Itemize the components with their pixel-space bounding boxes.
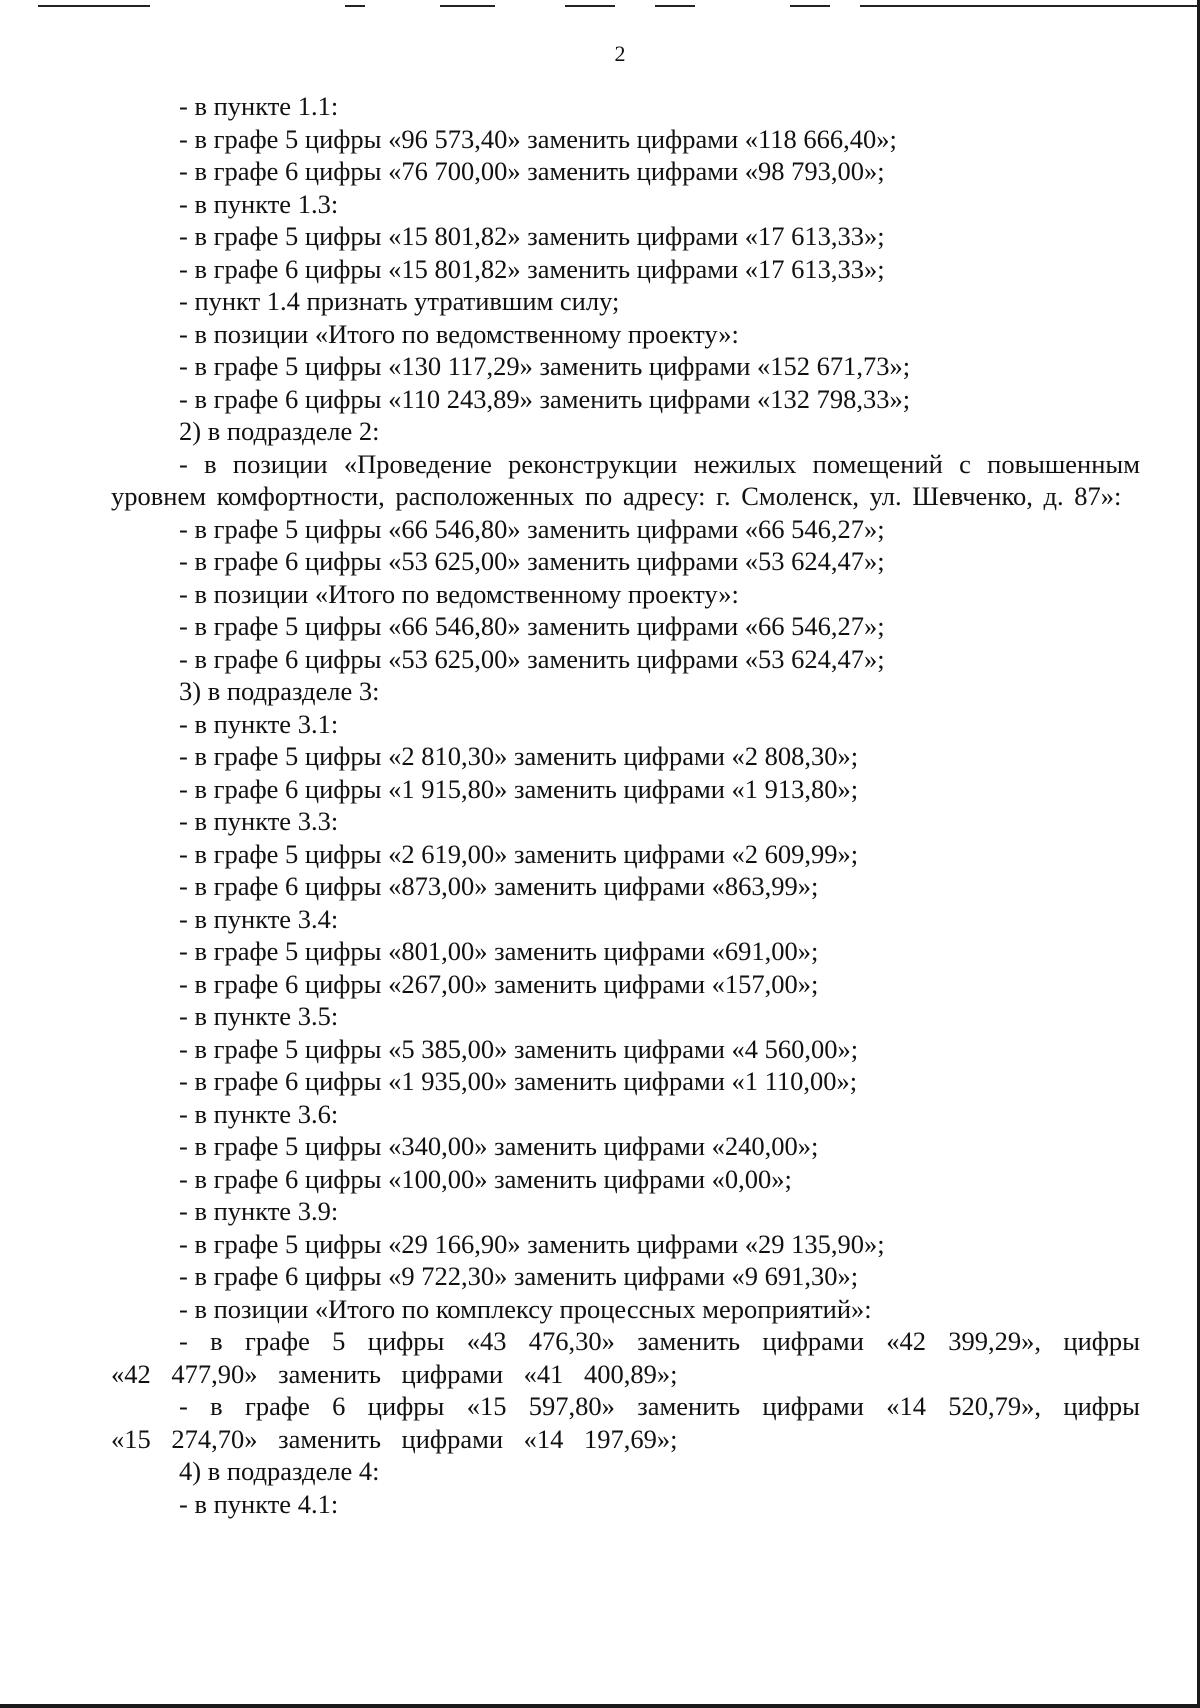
document-line: - в графе 6 цифры «15 801,82» заменить цифрами «17 613,33»; [179, 253, 885, 284]
document-line: - в позиции «Итого по комплексу процессных мероприятий»: [179, 1293, 872, 1324]
document-body [111, 90, 1140, 1520]
document-line: - в графе 5 цифры «96 573,40» заменить цифрами «118 666,40»; [179, 123, 897, 154]
document-line: - в графе 5 цифры «801,00» заменить цифрами «691,00»; [179, 936, 819, 966]
document-line: - в позиции «Итого по ведомственному проекту»: [179, 318, 739, 349]
document-line: - в пункте 1.1: [179, 91, 339, 121]
document-paragraph: - в позиции «Проведение реконструкции нежилых помещений с повышенным уровнем комфортности, расположенных по адресу: г. Смоленск, ул. Шевченко, д. 87»: [111, 448, 1140, 511]
document-line: - в графе 5 цифры «66 546,80» заменить цифрами «66 546,27»; [179, 513, 885, 544]
document-line: - в графе 6 цифры «110 243,89» заменить цифрами «132 798,33»; [179, 383, 911, 414]
document-line: 4) в подразделе 4: [179, 1456, 380, 1486]
document-line: - в графе 6 цифры «1 915,80» заменить цифрами «1 913,80»; [179, 773, 859, 804]
document-line: - в графе 5 цифры «2 810,30» заменить цифрами «2 808,30»; [179, 741, 859, 771]
scan-edge-bottom [0, 1704, 1200, 1708]
document-line: - в пункте 3.5: [179, 1001, 339, 1031]
document-line: - в графе 6 цифры «53 625,00» заменить цифрами «53 624,47»; [179, 643, 885, 674]
document-line: - в графе 6 цифры «873,00» заменить цифрами «863,99»; [179, 871, 819, 901]
document-line: - пункт 1.4 признать утратившим силу; [179, 286, 620, 316]
document-line: - в графе 6 цифры «1 935,00» заменить цифрами «1 110,00»; [179, 1066, 858, 1096]
document-paragraph: - в графе 6 цифры «15 597,80» заменить цифрами «14 520,79», цифры «15 274,70» заменить цифрами «14 197,69»; [111, 1391, 1140, 1454]
document-line: - в позиции «Итого по ведомственному проекту»: [179, 578, 739, 609]
document-paragraph: - в графе 5 цифры «43 476,30» заменить цифрами «42 399,29», цифры «42 477,90» заменить цифрами «41 400,89»; [111, 1326, 1140, 1389]
document-line: - в графе 6 цифры «53 625,00» заменить цифрами «53 624,47»; [179, 546, 885, 576]
document-line: - в пункте 3.4: [179, 903, 339, 934]
page-number: 2 [614, 41, 626, 66]
document-line: - в графе 5 цифры «2 619,00» заменить цифрами «2 609,99»; [179, 838, 859, 869]
document-line: 2) в подразделе 2: [179, 416, 380, 446]
document-line: - в графе 5 цифры «5 385,00» заменить цифрами «4 560,00»; [179, 1033, 859, 1064]
document-line: - в пункте 1.3: [179, 188, 339, 219]
document-line: - в пункте 3.9: [179, 1196, 339, 1226]
document-line: - в пункте 3.3: [179, 806, 339, 836]
document-line: - в пункте 3.6: [179, 1098, 339, 1129]
scan-edge-top [0, 0, 1200, 14]
document-line: - в пункте 4.1: [179, 1488, 339, 1519]
document-line: - в графе 5 цифры «29 166,90» заменить цифрами «29 135,90»; [179, 1228, 885, 1259]
document-line: - в графе 5 цифры «340,00» заменить цифрами «240,00»; [179, 1131, 819, 1161]
document-line: - в графе 6 цифры «9 722,30» заменить цифрами «9 691,30»; [179, 1261, 859, 1291]
document-line: - в графе 5 цифры «66 546,80» заменить цифрами «66 546,27»; [179, 611, 885, 641]
document-line: - в графе 6 цифры «76 700,00» заменить цифрами «98 793,00»; [179, 156, 885, 186]
document-line: - в графе 6 цифры «100,00» заменить цифрами «0,00»; [179, 1163, 792, 1194]
document-line: - в пункте 3.1: [179, 708, 339, 739]
document-line: 3) в подразделе 3: [179, 676, 380, 706]
document-line: - в графе 5 цифры «130 117,29» заменить цифрами «152 671,73»; [179, 351, 911, 381]
document-line: - в графе 6 цифры «267,00» заменить цифрами «157,00»; [179, 968, 819, 999]
document-line: - в графе 5 цифры «15 801,82» заменить цифрами «17 613,33»; [179, 221, 885, 251]
